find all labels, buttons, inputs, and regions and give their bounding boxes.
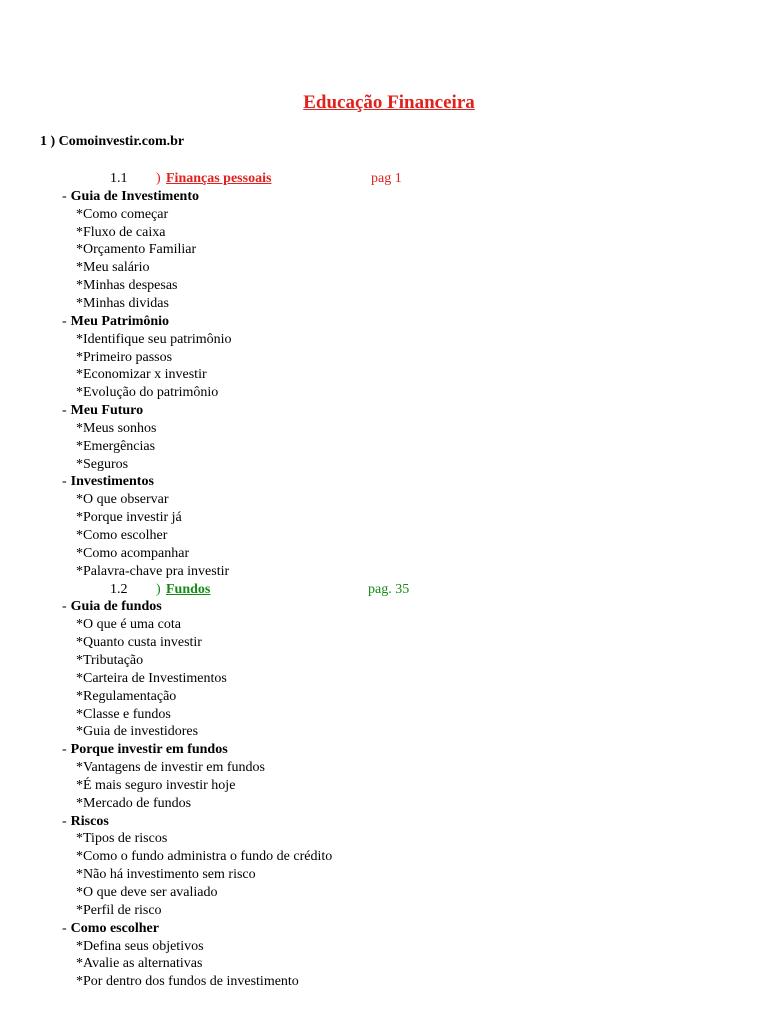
- list-item: *O que observar: [76, 492, 169, 508]
- group-dash: -: [62, 474, 67, 490]
- list-item: *Meus sonhos: [76, 420, 157, 436]
- group-title: Meu Patrimônio: [70, 313, 170, 329]
- list-item: *Vantagens de investir em fundos: [76, 760, 265, 776]
- source-heading: 1 ) Comoinvestir.com.br: [40, 134, 185, 149]
- list-item: *Como o fundo administra o fundo de crédito: [76, 849, 333, 865]
- list-item: *Fluxo de caixa: [76, 224, 166, 240]
- list-item: *Como começar: [76, 206, 169, 222]
- list-item: *Tipos de riscos: [76, 831, 168, 847]
- group-heading: [62, 920, 159, 938]
- list-item: *O que é uma cota: [76, 617, 181, 633]
- document-title: Educação Financeira: [303, 92, 475, 113]
- list-item: *Minhas dividas: [76, 295, 169, 311]
- list-item: *Palavra-chave pra investir: [76, 563, 230, 579]
- list-item: *Tributação: [76, 652, 144, 668]
- list-item: *Não há investimento sem risco: [76, 867, 256, 883]
- list-item: *Mercado de fundos: [76, 795, 192, 811]
- list-item: *Perfil de risco: [76, 902, 162, 918]
- list-item: *Emergências: [76, 438, 156, 454]
- group-title: Guia de fundos: [70, 599, 162, 615]
- group-title: Meu Futuro: [70, 403, 144, 419]
- group-heading: [62, 402, 143, 420]
- list-item: *Guia de investidores: [76, 724, 199, 740]
- list-item: *Identifique seu patrimônio: [76, 331, 232, 347]
- list-item: *Porque investir já: [76, 510, 182, 526]
- section-page: pag. 35: [368, 581, 410, 597]
- section-title-link[interactable]: Fundos: [166, 581, 211, 597]
- list-item: *Carteira de Investimentos: [76, 670, 227, 686]
- list-item: *Como acompanhar: [76, 545, 190, 561]
- list-item: *Seguros: [76, 456, 129, 472]
- group-title: Riscos: [70, 813, 109, 829]
- section-page: pag 1: [371, 171, 402, 186]
- list-item: *Quanto custa investir: [76, 635, 202, 651]
- list-item: *Defina seus objetivos: [76, 938, 204, 954]
- section-row: [0, 170, 768, 188]
- group-dash: -: [62, 813, 67, 829]
- list-item: *É mais seguro investir hoje: [76, 777, 236, 793]
- group-dash: -: [62, 188, 67, 204]
- group-heading: [62, 813, 109, 831]
- section-number: 1.1: [110, 171, 128, 186]
- group-heading: [62, 188, 199, 206]
- list-item: *Meu salário: [76, 260, 150, 276]
- list-item: *Minhas despesas: [76, 278, 178, 294]
- section-number: 1.2: [110, 581, 128, 597]
- group-heading: [62, 473, 154, 491]
- list-item: *Por dentro dos fundos de investimento: [76, 974, 299, 990]
- list-item: *Economizar x investir: [76, 367, 207, 383]
- group-heading: [62, 741, 228, 759]
- section-paren: ): [156, 581, 161, 597]
- group-dash: -: [62, 313, 67, 329]
- section-row: [0, 581, 768, 599]
- group-title: Porque investir em fundos: [70, 742, 228, 758]
- group-dash: -: [62, 742, 67, 758]
- section-paren: ): [156, 171, 161, 186]
- group-title: Como escolher: [70, 920, 159, 936]
- list-item: *Regulamentação: [76, 688, 177, 704]
- group-heading: [62, 598, 162, 616]
- group-dash: -: [62, 920, 67, 936]
- section-title-link[interactable]: Finanças pessoais: [166, 171, 272, 186]
- group-dash: -: [62, 599, 67, 615]
- list-item: *Primeiro passos: [76, 349, 173, 365]
- list-item: *Evolução do patrimônio: [76, 385, 219, 401]
- group-heading: [62, 313, 169, 331]
- group-dash: -: [62, 403, 67, 419]
- list-item: *Como escolher: [76, 528, 168, 543]
- list-item: *O que deve ser avaliado: [76, 885, 218, 900]
- list-item: *Classe e fundos: [76, 706, 171, 722]
- list-item: *Avalie as alternativas: [76, 956, 203, 972]
- list-item: *Orçamento Familiar: [76, 242, 197, 258]
- group-title: Investimentos: [70, 474, 154, 490]
- group-title: Guia de Investimento: [70, 188, 200, 204]
